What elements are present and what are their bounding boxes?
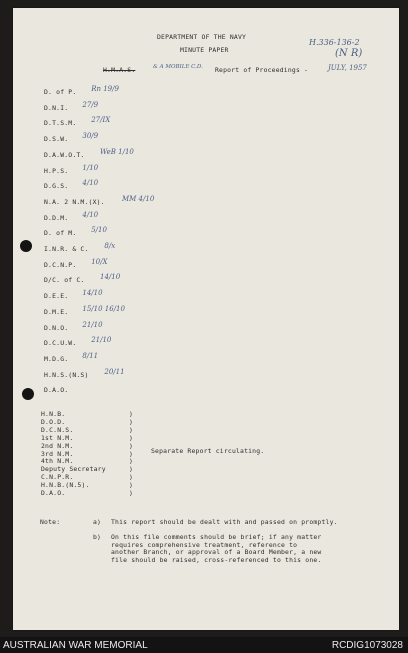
- brace-mark: ): [129, 410, 133, 418]
- routing-label: D.G.S.: [44, 182, 69, 191]
- department-title: DEPARTMENT OF THE NAVY: [157, 33, 247, 41]
- notes-label: Note:: [40, 518, 61, 526]
- routing-label: D.A.W.O.T.: [44, 150, 85, 159]
- circulation-item: C.N.P.R.: [41, 473, 74, 482]
- routing-label: D.C.U.W.: [44, 339, 77, 348]
- note-b-line: another Branch, or approval of a Board Member, a new: [111, 548, 322, 557]
- brace-mark: ): [129, 489, 133, 497]
- punch-hole: [22, 388, 34, 400]
- routing-initials: WeB 1/10: [100, 147, 134, 156]
- routing-initials: 8/11: [82, 351, 99, 360]
- note-b-line: On this file comments should be brief; if any matter: [111, 533, 322, 541]
- file-reference-sub: (N R): [335, 48, 363, 59]
- circulation-item: Deputy Secretary: [41, 465, 106, 474]
- note-b-line: requires comprehensive treatment, reference to: [111, 540, 298, 549]
- footer-bar: [0, 637, 408, 653]
- circulation-item: 1st N.M.: [41, 433, 74, 442]
- circulation-item: 3rd N.M.: [41, 449, 74, 458]
- brace-mark: ): [129, 481, 133, 490]
- brace-mark: ): [129, 441, 133, 450]
- routing-initials: 15/10 16/10: [82, 304, 125, 313]
- routing-label: D.N.O.: [44, 323, 69, 332]
- brace-mark: ): [129, 417, 133, 426]
- circulation-item: 2nd N.M.: [41, 441, 74, 450]
- routing-label: I.N.R. & C.: [44, 245, 89, 253]
- routing-initials: 27/9: [82, 100, 99, 109]
- routing-label: D. of M.: [44, 229, 77, 238]
- routing-label: D/C. of C.: [44, 276, 85, 285]
- routing-label: D.S.W.: [44, 135, 69, 144]
- routing-initials: 4/10: [82, 179, 99, 188]
- routing-initials: Rn 19/9: [91, 85, 119, 93]
- brace-mark: ): [129, 433, 133, 442]
- punch-hole: [20, 240, 32, 252]
- footer-id: RCDIG1073028: [331, 640, 403, 651]
- subject-ship-hand: & A MOBILE C.D.: [153, 64, 203, 70]
- note-b-line: file should be raised, cross-referenced to this one.: [111, 555, 322, 564]
- circulation-item: 4th N.M.: [41, 457, 74, 466]
- note-a-marker: a): [93, 518, 102, 526]
- circulation-item: D.O.D.: [41, 417, 66, 426]
- routing-initials: 21/10: [91, 336, 112, 345]
- routing-initials: 10/X: [91, 257, 108, 266]
- file-reference: H.336-136-2: [309, 38, 360, 47]
- brace-mark: ): [129, 457, 133, 466]
- routing-initials: 30/9: [82, 132, 99, 141]
- routing-label: D.M.E.: [44, 307, 69, 316]
- note-b-marker: b): [93, 533, 102, 541]
- form-title: MINUTE PAPER: [180, 46, 229, 54]
- routing-initials: 8/x: [104, 242, 116, 250]
- routing-label: D.A.O.: [44, 386, 69, 395]
- routing-initials: 4/10: [82, 210, 99, 219]
- routing-label: D.C.N.P.: [44, 260, 77, 269]
- subject-text: Report of Proceedings -: [215, 66, 309, 74]
- brace-mark: ): [129, 465, 133, 474]
- circulation-item: H.N.B.(N.5).: [41, 481, 90, 490]
- routing-label: H.P.S.: [44, 166, 69, 175]
- subject-ship-prefix: H.M.A.S.: [103, 66, 136, 74]
- routing-initials: 21/10: [82, 320, 103, 329]
- brace-mark: ): [129, 449, 133, 458]
- circulation-note: Separate Report circulating.: [151, 447, 265, 455]
- brace-mark: ): [129, 473, 133, 482]
- minute-paper: [13, 8, 399, 630]
- routing-initials: MM 4/10: [122, 194, 155, 203]
- routing-label: H.N.S.(N.S): [44, 370, 89, 379]
- footer-credit: AUSTRALIAN WAR MEMORIAL: [3, 640, 148, 651]
- routing-label: D.T.S.M.: [44, 119, 77, 128]
- note-a-text: This report should be dealt with and passed on promptly.: [111, 518, 338, 526]
- routing-initials: 14/10: [82, 289, 103, 298]
- routing-initials: 1/10: [82, 163, 99, 172]
- routing-label: N.A. 2 N.M.(X).: [44, 197, 105, 206]
- routing-initials: 20/11: [104, 367, 125, 376]
- circulation-item: D.C.N.S.: [41, 425, 74, 434]
- routing-label: D. of P.: [44, 88, 77, 96]
- routing-label: D.D.M.: [44, 213, 69, 222]
- routing-initials: 27/IX: [91, 116, 111, 125]
- brace-mark: ): [129, 425, 133, 434]
- routing-label: M.D.G.: [44, 354, 69, 363]
- routing-label: D.N.I.: [44, 103, 69, 112]
- routing-initials: 5/10: [91, 226, 107, 235]
- circulation-item: D.A.O.: [41, 489, 66, 497]
- routing-label: D.E.E.: [44, 292, 69, 301]
- routing-initials: 14/10: [100, 273, 121, 282]
- circulation-item: H.N.B.: [41, 410, 66, 418]
- subject-date: JULY, 1957: [328, 64, 367, 72]
